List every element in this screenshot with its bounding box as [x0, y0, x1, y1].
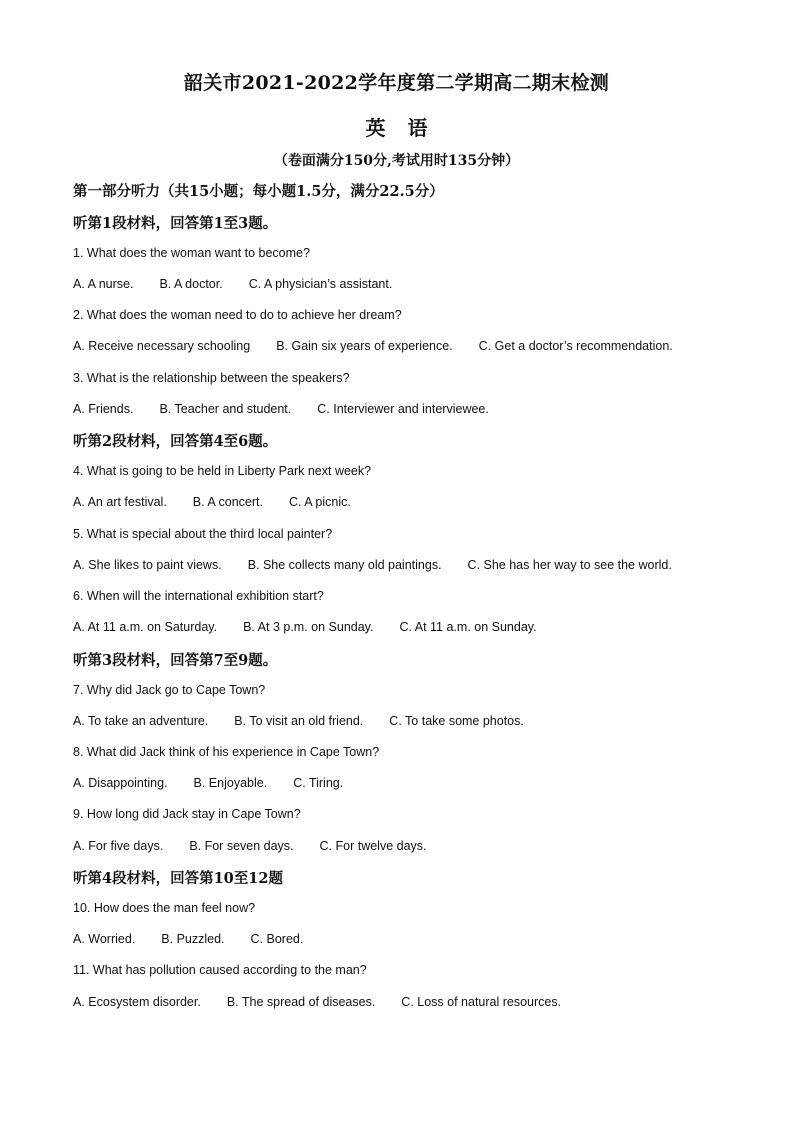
- option-c: C. Bored.: [250, 932, 304, 946]
- option-b: B. Teacher and student.: [159, 402, 292, 416]
- subject-title: [0, 112, 793, 141]
- option-b: B. Enjoyable.: [193, 776, 268, 790]
- option-a: A. Disappointing.: [73, 776, 168, 790]
- option-c: C. A physician’s assistant.: [248, 277, 393, 291]
- question-options: [73, 714, 550, 728]
- option-a: A. Worried.: [73, 932, 136, 946]
- option-c: C. Loss of natural resources.: [401, 995, 562, 1009]
- option-a: A. Friends.: [73, 402, 134, 416]
- option-a: A. A nurse.: [73, 277, 134, 291]
- question-options: [73, 620, 563, 634]
- question-text: 6. When will the international exhibition start?: [73, 589, 324, 603]
- option-a: A. To take an adventure.: [73, 714, 209, 728]
- question-options: [73, 402, 515, 416]
- question-text: 9. How long did Jack stay in Cape Town?: [73, 807, 301, 821]
- section-heading: 听第1段材料，回答第1至3题。: [73, 215, 278, 232]
- option-a: A. She likes to paint views.: [73, 558, 222, 572]
- option-c: C. Get a doctor’s recommendation.: [478, 339, 673, 353]
- question-text: 2. What does the woman need to do to achieve her dream?: [73, 308, 402, 322]
- question-text: 10. How does the man feel now?: [73, 901, 256, 915]
- section-heading: 听第3段材料，回答第7至9题。: [73, 652, 278, 669]
- question-options: [73, 495, 377, 509]
- option-c: C. Tiring.: [293, 776, 344, 790]
- question-text: 11. What has pollution caused according to the man?: [73, 963, 367, 977]
- question-text: 8. What did Jack think of his experience in Cape Town?: [73, 745, 380, 759]
- option-c: C. For twelve days.: [319, 839, 427, 853]
- option-a: A. At 11 a.m. on Saturday.: [73, 620, 218, 634]
- question-options: [73, 339, 699, 353]
- option-b: B. To visit an old friend.: [234, 714, 364, 728]
- part-heading: 第一部分听力（共15小题；每小题1.5分，满分22.5分）: [73, 183, 444, 200]
- option-c: C. A picnic.: [288, 495, 351, 509]
- option-c: C. To take some photos.: [389, 714, 524, 728]
- exam-title: 韶关市2021-2022学年度第二学期高二期末检测: [183, 72, 610, 94]
- option-b: B. Gain six years of experience.: [276, 339, 453, 353]
- question-options: [73, 277, 418, 291]
- exam-info: （卷面满分150分,考试用时135分钟）: [273, 153, 520, 169]
- question-text: 7. Why did Jack go to Cape Town?: [73, 683, 266, 697]
- subject-char-2: 语: [407, 116, 428, 140]
- option-c: C. At 11 a.m. on Sunday.: [399, 620, 537, 634]
- option-b: B. A concert.: [192, 495, 263, 509]
- option-b: B. At 3 p.m. on Sunday.: [243, 620, 374, 634]
- option-b: B. She collects many old paintings.: [247, 558, 442, 572]
- option-b: B. For seven days.: [189, 839, 294, 853]
- option-b: B. A doctor.: [159, 277, 223, 291]
- option-c: C. She has her way to see the world.: [467, 558, 672, 572]
- option-b: B. The spread of diseases.: [226, 995, 376, 1009]
- option-b: B. Puzzled.: [161, 932, 225, 946]
- option-a: A. An art festival.: [73, 495, 167, 509]
- question-text: 5. What is special about the third local painter?: [73, 527, 333, 541]
- question-text: 3. What is the relationship between the speakers?: [73, 371, 350, 385]
- question-text: 4. What is going to be held in Liberty Park next week?: [73, 464, 372, 478]
- subject-char-1: 英: [365, 116, 386, 140]
- question-options: [73, 932, 329, 946]
- option-a: A. Receive necessary schooling: [73, 339, 251, 353]
- question-options: [73, 776, 369, 790]
- section-heading: 听第2段材料，回答第4至6题。: [73, 433, 278, 450]
- option-c: C. Interviewer and interviewee.: [317, 402, 489, 416]
- question-text: 1. What does the woman want to become?: [73, 246, 310, 260]
- option-a: A. Ecosystem disorder.: [73, 995, 201, 1009]
- section-heading: 听第4段材料，回答第10至12题: [73, 870, 283, 887]
- question-options: [73, 558, 698, 572]
- question-options: [73, 839, 453, 853]
- option-a: A. For five days.: [73, 839, 164, 853]
- question-options: [73, 995, 587, 1009]
